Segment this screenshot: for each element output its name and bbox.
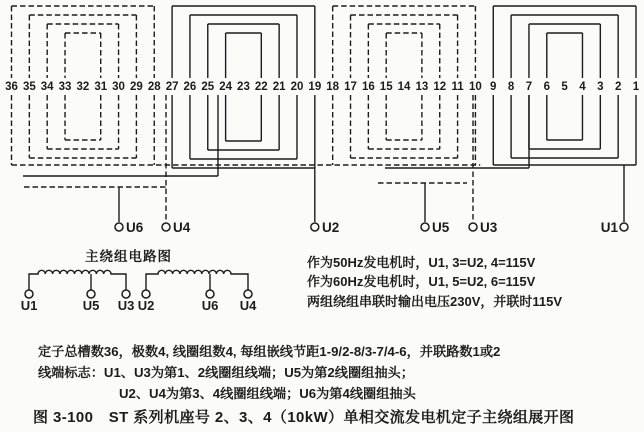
slot-number: 35 xyxy=(22,81,36,93)
terminal-circle-u3 xyxy=(469,223,477,231)
slot-number: 2 xyxy=(614,81,622,93)
voltage-notes xyxy=(307,253,627,311)
circuit-terminal-circle-u6 xyxy=(206,290,214,298)
slot-number: 15 xyxy=(379,81,393,93)
slot-number: 33 xyxy=(58,81,72,93)
slot-number: 5 xyxy=(561,81,568,93)
slot-number: 27 xyxy=(165,81,179,93)
slot-number: 19 xyxy=(308,81,322,93)
slot-number: 3 xyxy=(597,81,604,93)
slot-number: 10 xyxy=(469,81,482,93)
slot-number: 20 xyxy=(290,81,304,93)
stator-note-slots: 定子总槽数36，极数4, 线圈组数4, 每组嵌线节距1-9/2-8/3-7/4-6，并联路数1或2 xyxy=(38,344,501,359)
voltage-note-60hz: 作为60Hz发电机时，U1, 5=U2, 6=115V xyxy=(307,274,536,290)
terminal-circle-u4 xyxy=(162,223,170,231)
terminal-label-u3: U3 xyxy=(480,220,498,235)
slot-number: 36 xyxy=(5,81,18,93)
terminal-circle-u2 xyxy=(311,223,319,231)
slot-number: 26 xyxy=(183,81,197,93)
circuit-terminal-circle-u1 xyxy=(25,290,33,298)
slot-number: 1 xyxy=(632,81,640,93)
circuit-terminal-label-u3: U3 xyxy=(117,298,135,313)
circuit-terminal-circle-u2 xyxy=(142,290,150,298)
circuit-terminal-label-u6: U6 xyxy=(201,298,219,313)
slot-number: 32 xyxy=(76,81,90,93)
slot-number: 28 xyxy=(147,81,161,93)
slot-number: 34 xyxy=(40,81,54,93)
slot-number: 23 xyxy=(237,81,250,93)
slot-number: 18 xyxy=(326,81,340,93)
terminal-circle-u5 xyxy=(421,223,429,231)
slot-number: 17 xyxy=(344,81,357,93)
voltage-note-series-parallel: 两组绕组串联时输出电压230V，并联时115V xyxy=(307,293,563,309)
circuit-terminal-circle-u5 xyxy=(87,290,95,298)
circuit-terminal-label-u5: U5 xyxy=(82,298,100,313)
slot-number: 11 xyxy=(451,81,464,93)
terminal-label-u5: U5 xyxy=(432,220,450,235)
terminal-label-u4: U4 xyxy=(173,220,191,235)
circuit-terminal-label-u2: U2 xyxy=(137,298,155,313)
slot-number: 16 xyxy=(361,81,375,93)
slot-number: 8 xyxy=(507,81,515,93)
stator-note-leads-1: 线端标志：U1、U3为第1、2线圈组线端；U5为第2线圈组抽头； xyxy=(38,364,414,380)
terminal-label-u6: U6 xyxy=(126,220,144,235)
circuit-terminal-label-u4: U4 xyxy=(239,298,257,313)
figure-caption: 图 3-100 ST 系列机座号 2、3、4（10kW）单相交流发电机定子主绕组展开图 xyxy=(33,409,575,426)
stator-notes xyxy=(38,342,623,404)
slot-number: 22 xyxy=(254,81,268,93)
circuit-terminal-circle-u4 xyxy=(244,290,252,298)
slot-number: 31 xyxy=(94,81,108,93)
slot-number: 14 xyxy=(397,81,411,93)
slot-number: 30 xyxy=(112,81,125,93)
slot-number: 4 xyxy=(579,81,586,93)
slot-number: 9 xyxy=(490,81,497,93)
slot-number: 7 xyxy=(525,81,533,93)
slot-number: 6 xyxy=(543,81,550,93)
terminal-circle-u1 xyxy=(620,223,628,231)
circuit-diagram-canvas xyxy=(10,240,280,318)
inductor-coil-2 xyxy=(146,270,248,290)
terminal-circle-u6 xyxy=(115,223,123,231)
circuit-diagram-title: 主绕组电路图 xyxy=(85,249,172,264)
stator-note-leads-2: U2、U4为第3、4线圈组线端；U6为第4线圈组抽头 xyxy=(119,385,416,401)
terminal-label-u1: U1 xyxy=(600,220,618,235)
main-winding-circuit-diagram xyxy=(10,240,280,318)
circuit-terminal-label-u1: U1 xyxy=(20,298,38,313)
slot-number: 12 xyxy=(433,81,447,93)
slot-number: 25 xyxy=(201,81,215,93)
terminal-label-u2: U2 xyxy=(322,220,340,235)
slot-number: 13 xyxy=(415,81,429,93)
inductor-coil-1 xyxy=(29,270,126,290)
voltage-note-50hz: 作为50Hz发电机时，U1, 3=U2, 4=115V xyxy=(307,255,536,270)
slot-number: 24 xyxy=(219,81,233,93)
slot-number: 21 xyxy=(272,81,286,93)
slot-number: 29 xyxy=(130,81,143,93)
circuit-terminal-circle-u3 xyxy=(122,290,130,298)
